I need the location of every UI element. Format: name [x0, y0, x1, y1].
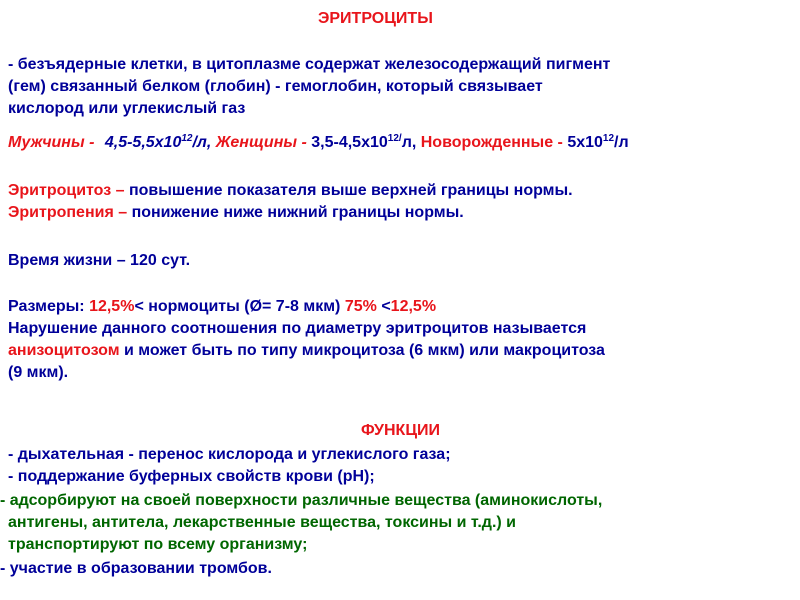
sizes-label: Размеры: [8, 298, 85, 315]
norms-line [8, 132, 629, 154]
sizes-pct-normocytes: 75% [344, 298, 377, 315]
function-item-adsorption-1: - адсорбируют на своей поверхности различные вещества (аминокислоты, [0, 492, 603, 509]
description-line-3: кислород или углекислый газ [8, 100, 246, 117]
erythropenia-line [8, 202, 464, 224]
men-label: Мужчины - [8, 134, 95, 151]
erythrocytosis-definition: повышение показателя выше верхней границы нормы. [128, 182, 573, 199]
sizes-less-than-1: < [134, 298, 144, 315]
sizes-normocytes: нормоциты (Ø= 7-8 мкм) [143, 298, 341, 315]
women-value: 3,5-4,5х10 [311, 134, 388, 151]
erythrocytosis-term: Эритроцитоз – [8, 182, 125, 199]
sizes-pct-macrocytes: 12,5% [390, 298, 437, 315]
function-item-respiratory: - дыхательная - перенос кислорода и углекислого газа; [8, 446, 451, 463]
sizes-line [8, 296, 436, 318]
anisocytosis-line-3: (9 мкм). [8, 364, 69, 381]
newborn-exponent: 12 [602, 133, 615, 144]
women-unit: л, [401, 134, 417, 151]
anisocytosis-rest: и может быть по типу микроцитоза (6 мкм) или макроцитоза [119, 342, 605, 359]
description-line-2: (гем) связанный белком (глобин) - гемоглобин, который связывает [8, 78, 543, 95]
lifespan-line: Время жизни – 120 сут. [8, 252, 191, 269]
erythropenia-definition: понижение ниже нижний границы нормы. [127, 204, 464, 221]
functions-title: ФУНКЦИИ [361, 422, 441, 439]
anisocytosis-term: анизоцитозом [8, 342, 120, 359]
men-unit: /л, [192, 134, 212, 151]
function-item-adsorption-2: антигены, антитела, лекарственные вещества, токсины и т.д.) и [8, 514, 516, 531]
erythrocytosis-line [8, 180, 573, 202]
men-value: 4,5-5,5х10 [104, 134, 182, 151]
function-item-adsorption-3: транспортируют по всему организму; [8, 536, 308, 553]
erythropenia-term: Эритропения – [8, 204, 128, 221]
newborn-label: Новорожденные - [420, 134, 563, 151]
page-title: ЭРИТРОЦИТЫ [318, 10, 433, 27]
description-line-1: - безъядерные клетки, в цитоплазме содержат железосодержащий пигмент [8, 56, 611, 73]
newborn-value: 5х10 [567, 134, 603, 151]
sizes-less-than-2: < [381, 298, 391, 315]
newborn-unit: /л [614, 134, 629, 151]
women-label: Женщины - [215, 134, 307, 151]
women-exponent: 12/ [387, 133, 402, 144]
function-item-thrombus: - участие в образовании тромбов. [0, 560, 272, 577]
anisocytosis-line-2 [8, 340, 605, 362]
men-exponent: 12 [181, 133, 193, 144]
anisocytosis-line-1: Нарушение данного соотношения по диаметру эритроцитов называется [8, 320, 587, 337]
function-item-buffer: - поддержание буферных свойств крови (рН); [8, 468, 375, 485]
sizes-pct-microcytes: 12,5% [89, 298, 135, 315]
